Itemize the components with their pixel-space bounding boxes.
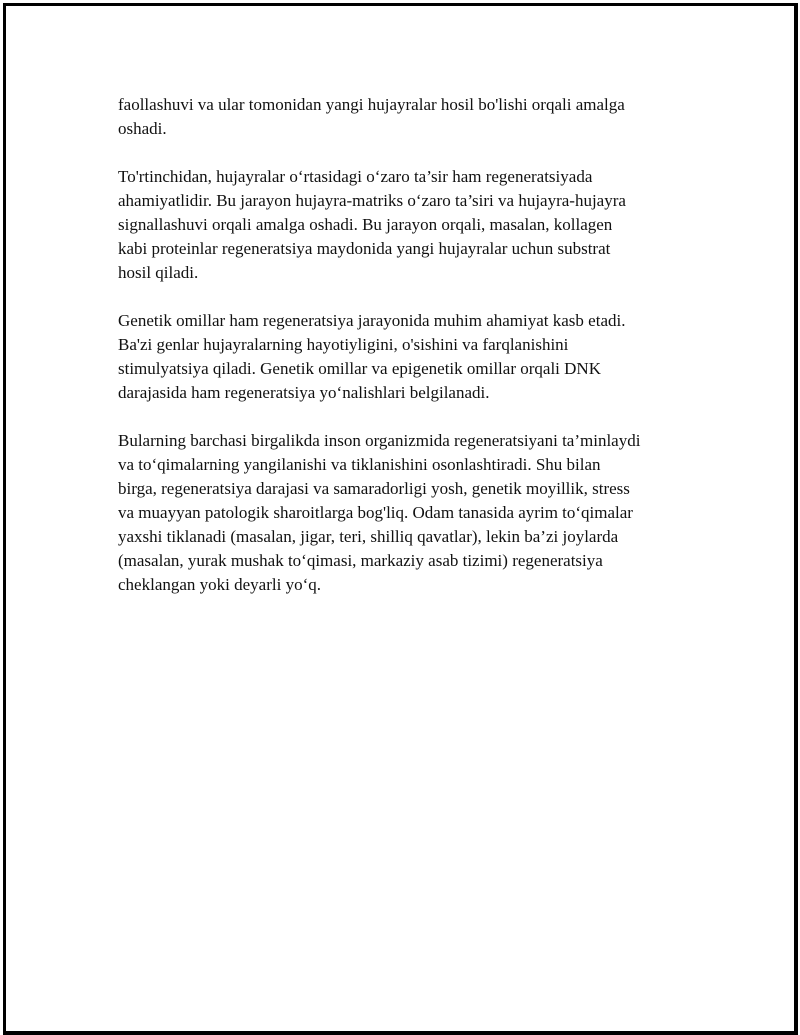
paragraph-line: oshadi.: [118, 119, 167, 138]
paragraph-line: va to‘qimalarning yangilanishi va tiklanishini osonlashtiradi. Shu bilan: [118, 455, 601, 474]
paragraph-line: signallashuvi orqali amalga oshadi. Bu jarayon orqali, masalan, kollagen: [118, 215, 613, 234]
paragraph-line: yaxshi tiklanadi (masalan, jigar, teri, shilliq qavatlar), lekin ba’zi joylarda: [118, 527, 619, 546]
paragraph-line: ahamiyatlidir. Bu jarayon hujayra-matriks o‘zaro ta’siri va hujayra-hujayra: [118, 191, 626, 210]
paragraph-spacer: [118, 405, 698, 429]
paragraph-line: faollashuvi va ular tomonidan yangi hujayralar hosil bo'lishi orqali amalga: [118, 95, 625, 114]
paragraph-2: [118, 165, 698, 285]
paragraph-line: hosil qiladi.: [118, 263, 199, 282]
paragraph-3: [118, 309, 698, 405]
paragraph-line: cheklangan yoki deyarli yo‘q.: [118, 575, 321, 594]
document-body: [118, 93, 698, 597]
paragraph-line: va muayyan patologik sharoitlarga bog'liq. Odam tanasida ayrim to‘qimalar: [118, 503, 633, 522]
paragraph-line: Ba'zi genlar hujayralarning hayotiyligini, o'sishini va farqlanishini: [118, 335, 569, 354]
paragraph-line: Genetik omillar ham regeneratsiya jarayonida muhim ahamiyat kasb etadi.: [118, 311, 626, 330]
paragraph-line: Bularning barchasi birgalikda inson organizmida regeneratsiyani ta’minlaydi: [118, 431, 641, 450]
paragraph-line: To'rtinchidan, hujayralar o‘rtasidagi o‘zaro ta’sir ham regeneratsiyada: [118, 167, 593, 186]
paragraph-line: darajasida ham regeneratsiya yo‘nalishlari belgilanadi.: [118, 383, 490, 402]
paragraph-spacer: [118, 141, 698, 165]
paragraph-4: [118, 429, 698, 597]
paragraph-1: [118, 93, 698, 141]
paragraph-spacer: [118, 285, 698, 309]
paragraph-line: birga, regeneratsiya darajasi va samaradorligi yosh, genetik moyillik, stress: [118, 479, 630, 498]
paragraph-line: (masalan, yurak mushak to‘qimasi, markaziy asab tizimi) regeneratsiya: [118, 551, 603, 570]
paragraph-line: kabi proteinlar regeneratsiya maydonida yangi hujayralar uchun substrat: [118, 239, 611, 258]
paragraph-line: stimulyatsiya qiladi. Genetik omillar va epigenetik omillar orqali DNK: [118, 359, 601, 378]
